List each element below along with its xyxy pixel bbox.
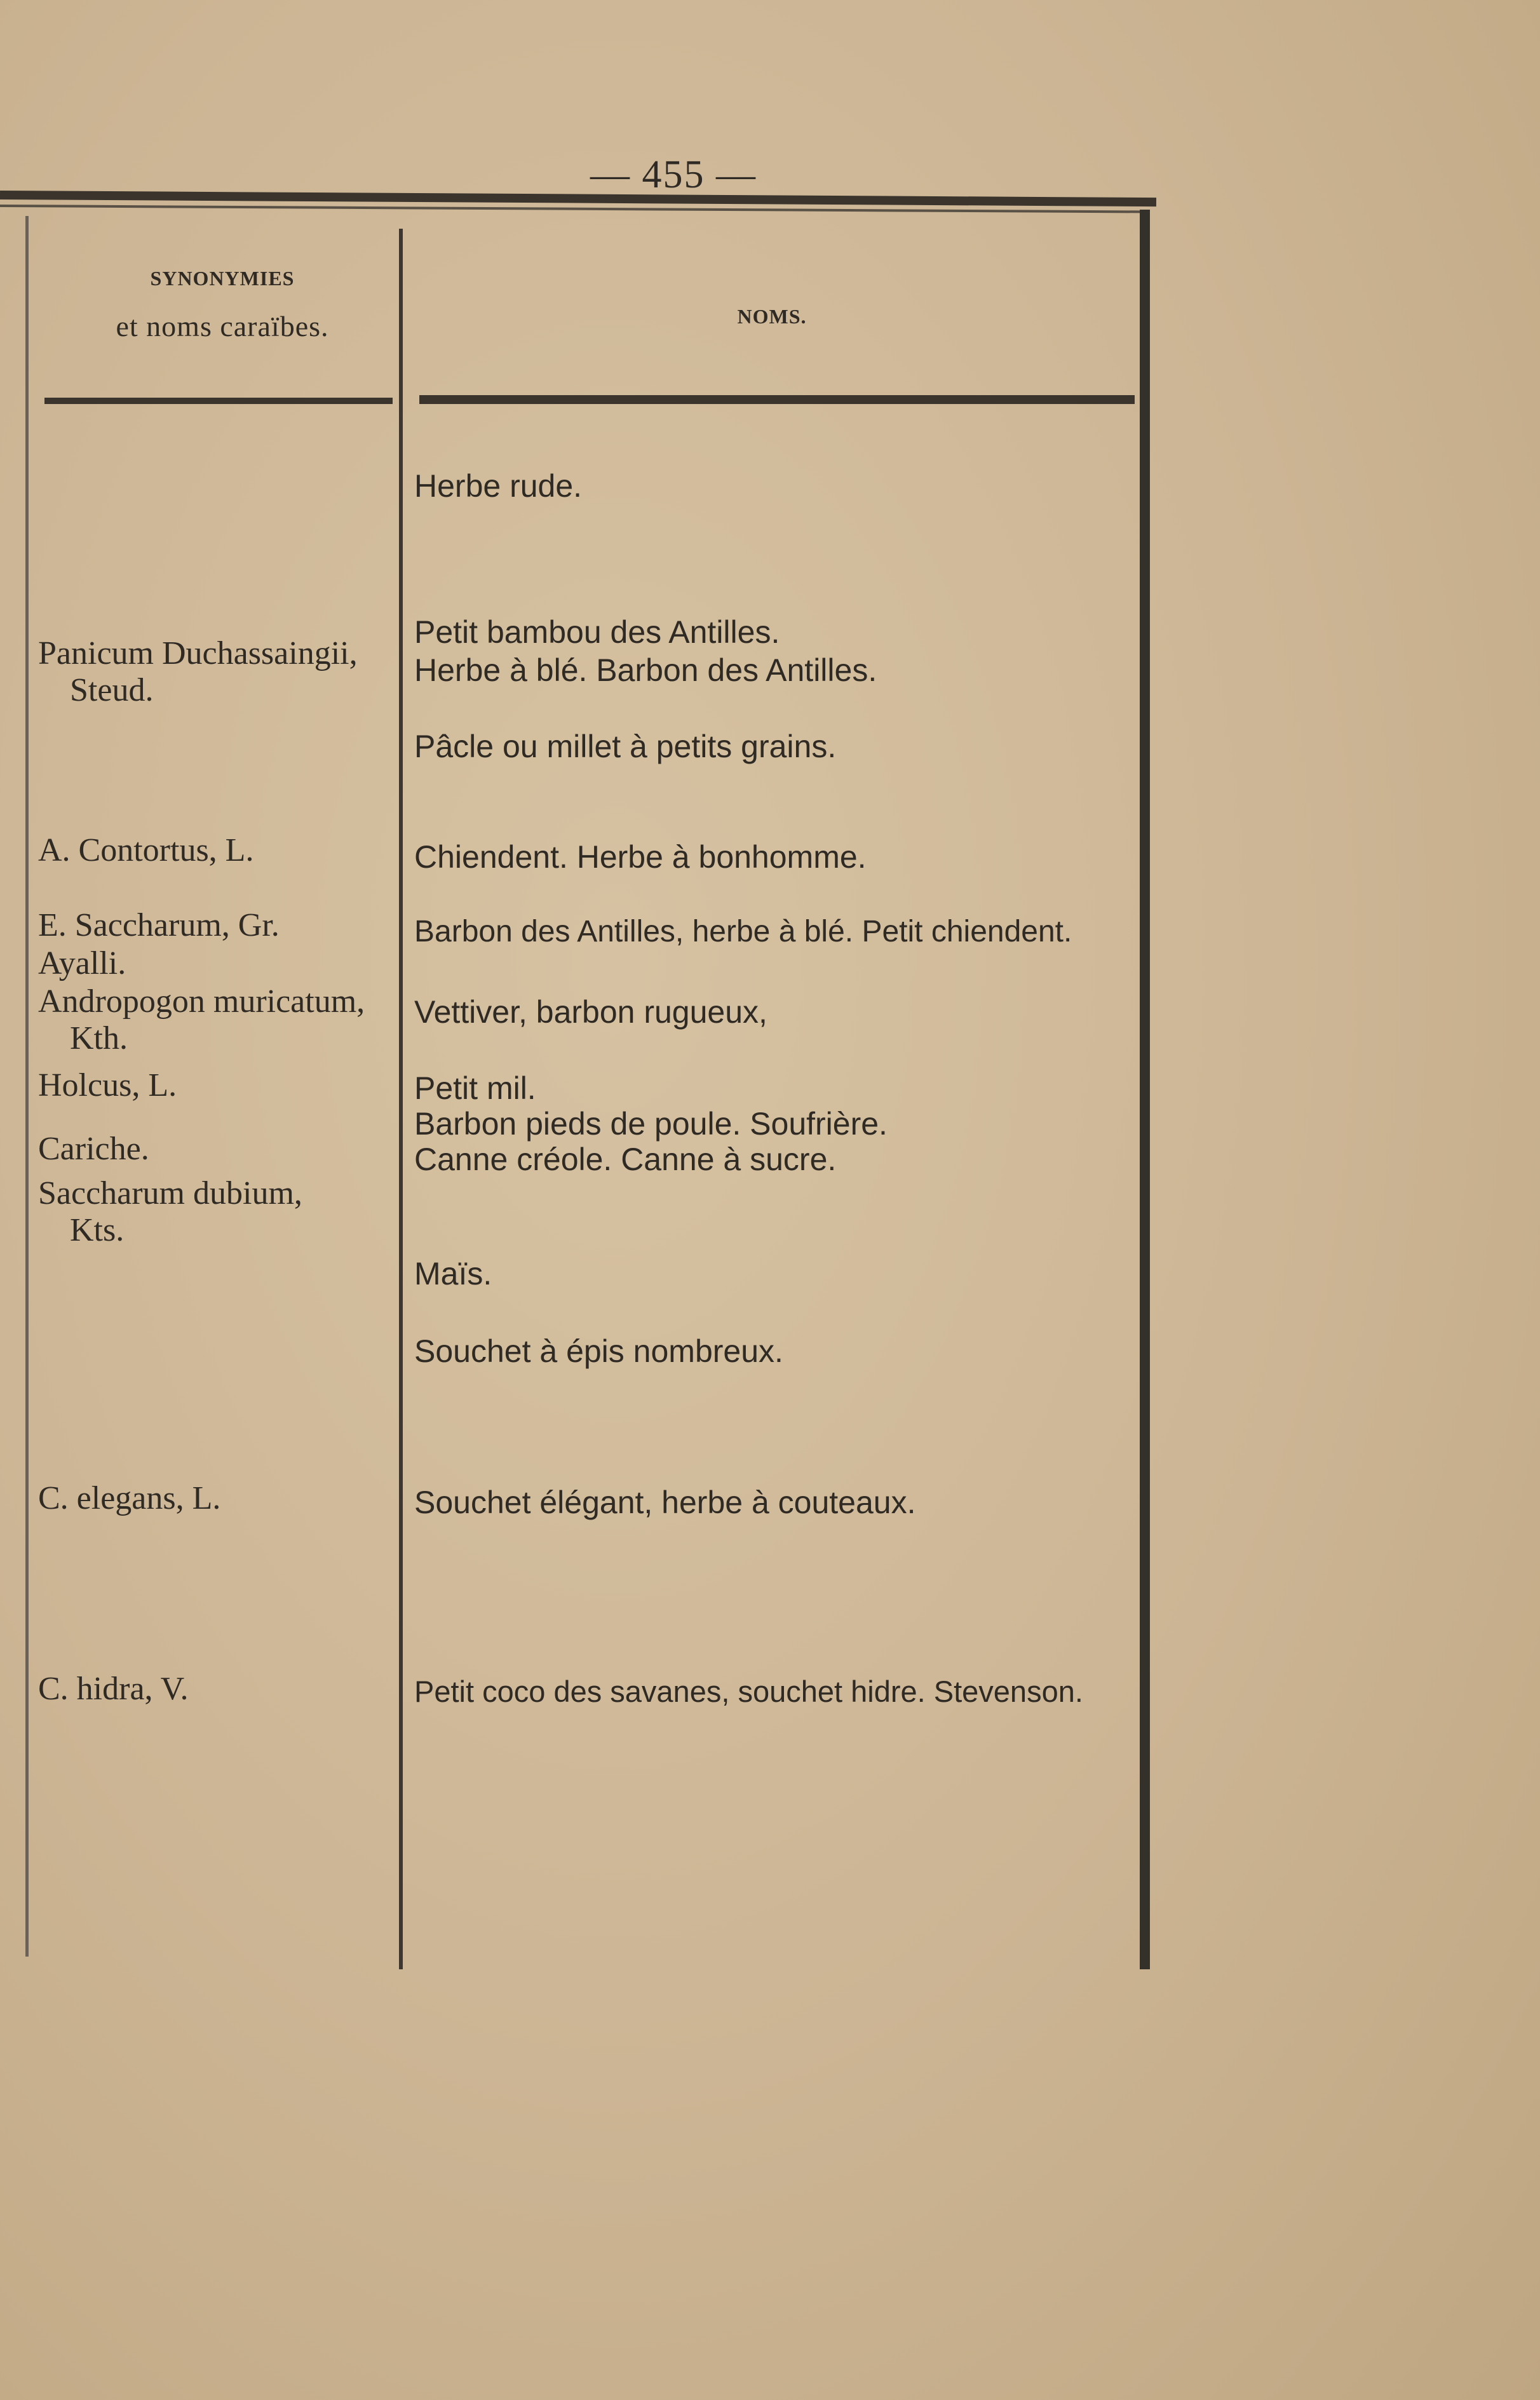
right-border-rule: [1140, 210, 1150, 1969]
name-entry: Canne créole. Canne à sucre.: [414, 1142, 837, 1177]
header-synonymies-title: SYNONYMIES: [150, 267, 295, 290]
name-entry: Vettiver, barbon rugueux,: [414, 994, 767, 1030]
header-synonymies: [57, 267, 388, 343]
synonym-entry: E. Saccharum, Gr.: [38, 907, 280, 943]
top-rule-thin: [0, 205, 1150, 213]
name-entry: Maïs.: [414, 1256, 492, 1291]
page-number: — 455 —: [590, 153, 757, 196]
name-entry: Petit bambou des Antilles.: [414, 614, 780, 650]
name-entry: Petit coco des savanes, souchet hidre. Stevenson.: [414, 1675, 1083, 1708]
name-entry: Chiendent. Herbe à bonhomme.: [414, 839, 867, 875]
synonym-entry: [38, 983, 365, 1057]
synonym-entry: Holcus, L.: [38, 1067, 177, 1103]
name-entry: Souchet à épis nombreux.: [414, 1333, 783, 1369]
name-entry: Barbon pieds de poule. Soufrière.: [414, 1106, 888, 1142]
synonym-line: Kts.: [70, 1212, 125, 1248]
synonym-line: Saccharum dubium,: [38, 1175, 302, 1211]
synonym-entry: C. elegans, L.: [38, 1480, 221, 1516]
synonym-entry: Ayalli.: [38, 945, 126, 981]
name-entry: Petit mil.: [414, 1070, 536, 1106]
top-rule: [0, 191, 1156, 206]
synonym-line: Panicum Duchassaingii,: [38, 635, 358, 671]
synonym-entry: Cariche.: [38, 1131, 149, 1167]
header-rule-right: [419, 395, 1135, 404]
synonym-line: Steud.: [70, 672, 154, 708]
header-rule-left: [44, 398, 393, 404]
header-synonymies-sub: et noms caraïbes.: [116, 310, 329, 342]
name-entry: Barbon des Antilles, herbe à blé. Petit chiendent.: [414, 915, 1072, 948]
name-entry: Pâcle ou millet à petits grains.: [414, 729, 837, 764]
synonym-line: Kth.: [70, 1020, 128, 1056]
left-edge-rule: [25, 216, 29, 1957]
name-entry: Herbe rude.: [414, 468, 583, 504]
synonym-entry: [38, 635, 358, 709]
synonym-line: Andropogon muricatum,: [38, 983, 365, 1020]
name-entry: Herbe à blé. Barbon des Antilles.: [414, 652, 877, 688]
header-noms: NOMS.: [737, 305, 807, 328]
column-divider: [399, 229, 403, 1969]
synonym-entry: A. Contortus, L.: [38, 832, 254, 868]
synonym-entry: [38, 1175, 302, 1249]
name-entry: Souchet élégant, herbe à couteaux.: [414, 1485, 916, 1520]
synonym-entry: C. hidra, V.: [38, 1671, 189, 1707]
